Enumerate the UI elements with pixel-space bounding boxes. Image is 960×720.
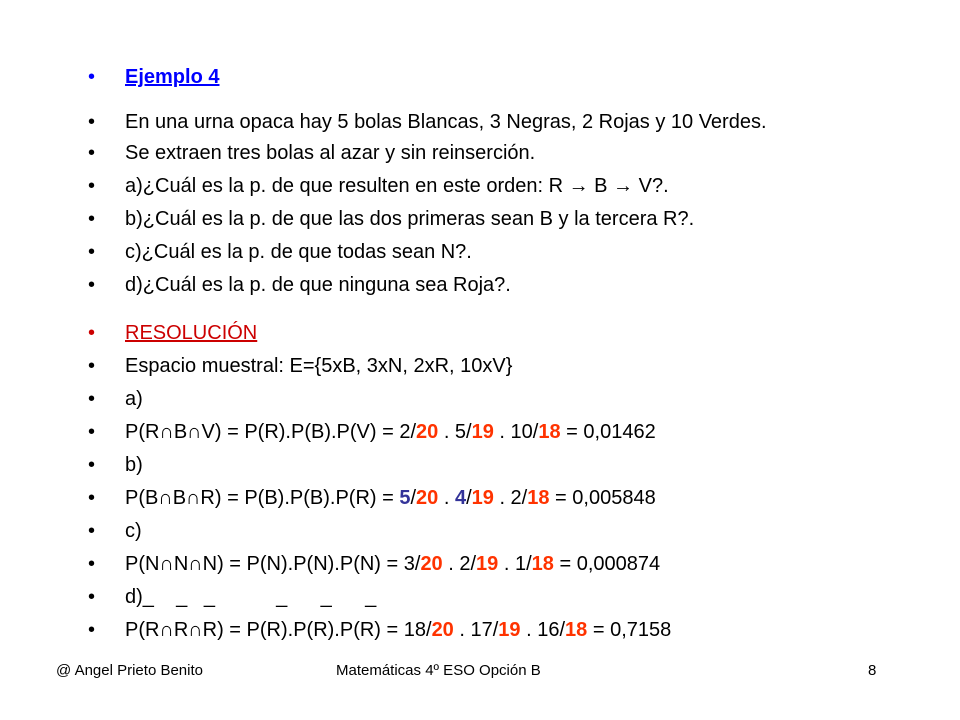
bullet-icon: • (88, 421, 96, 443)
denominator: 20 (420, 553, 443, 575)
formula-text: . 17/ (453, 619, 499, 641)
bullet-icon: • (88, 322, 96, 344)
question-text: c)¿Cuál es la p. de que todas sean N?. (125, 241, 472, 263)
formula-text: . 2/ (493, 487, 528, 509)
formula-text: / (466, 487, 472, 509)
formula-text: P(N∩N∩N) = P(N).P(N).P(N) = 3/ (125, 553, 421, 575)
part-label: b) (125, 454, 143, 476)
bullet-icon: • (88, 553, 96, 575)
resolution-item (88, 322, 868, 344)
part-c-formula (88, 553, 868, 575)
formula-text: P(B∩B∩R) = P(B).P(B).P(R) = (125, 487, 400, 509)
part-a-formula (88, 421, 868, 443)
question-b (88, 208, 868, 230)
part-b-label (88, 454, 868, 476)
bullet-icon: • (88, 142, 96, 164)
formula-result: = 0,000874 (553, 553, 661, 575)
formula-text: . 1/ (498, 553, 532, 575)
problem-statement (88, 111, 868, 133)
bullet-icon: • (88, 241, 96, 263)
sample-space-text: Espacio muestral: E={5xB, 3xN, 2xR, 10xV} (125, 355, 513, 377)
bullet-icon: • (88, 586, 96, 608)
bullet-icon: • (88, 487, 96, 509)
question-text: a)¿Cuál es la p. de que resulten en este orden: R → B → V?. (125, 175, 669, 197)
problem-item (88, 142, 868, 164)
bullet-icon: • (88, 66, 96, 88)
formula-text: . 16/ (520, 619, 566, 641)
bullet-icon: • (88, 619, 96, 641)
footer-course: Matemáticas 4º ESO Opción B (336, 662, 541, 679)
bullet-list (88, 66, 868, 641)
bullet-icon: • (88, 111, 96, 133)
numerator: 4 (454, 487, 467, 509)
sample-space-item (88, 355, 868, 377)
bullet-icon: • (88, 454, 96, 476)
formula-text: / (410, 487, 417, 509)
formula-result: = 0,7158 (587, 619, 672, 641)
formula-text: P(R∩R∩R) = P(R).P(R).P(R) = 18/ (125, 619, 432, 641)
denominator: 20 (431, 619, 454, 641)
denominator: 19 (498, 619, 521, 641)
part-label: c) (125, 520, 142, 542)
question-c (88, 241, 868, 263)
denominator: 18 (531, 553, 554, 575)
bullet-icon: • (88, 355, 96, 377)
resolution-link[interactable]: RESOLUCIÓN (125, 322, 258, 344)
footer-author: @ Angel Prieto Benito (56, 662, 203, 679)
formula-result: = 0,005848 (549, 487, 656, 509)
formula-text: . 2/ (442, 553, 477, 575)
denominator: 20 (416, 421, 439, 443)
question-text: b)¿Cuál es la p. de que las dos primeras sean B y la tercera R?. (125, 208, 695, 230)
denominator: 19 (476, 553, 499, 575)
formula-text: . 10/ (493, 421, 539, 443)
title-item (88, 66, 868, 88)
part-d-formula (88, 619, 868, 641)
question-a (88, 175, 868, 197)
denominator: 18 (538, 421, 561, 443)
bullet-icon: • (88, 388, 96, 410)
bullet-icon: • (88, 274, 96, 296)
denominator: 18 (565, 619, 588, 641)
bullet-icon: • (88, 208, 96, 230)
part-b-formula (88, 487, 868, 509)
numerator: 5 (399, 487, 411, 509)
denominator: 20 (416, 487, 439, 509)
bullet-icon: • (88, 175, 96, 197)
problem-text: En una urna opaca hay 5 bolas Blancas, 3 Negras, 2 Rojas y 10 Verdes. (125, 111, 767, 133)
footer-page-number: 8 (868, 662, 877, 679)
formula-text: . (438, 487, 455, 509)
question-text: d)¿Cuál es la p. de que ninguna sea Roja?. (125, 274, 511, 296)
denominator: 18 (527, 487, 550, 509)
question-d (88, 274, 868, 296)
part-c-label (88, 520, 868, 542)
part-label: a) (125, 388, 143, 410)
part-d-label (88, 586, 868, 608)
formula-text: . 5/ (438, 421, 472, 443)
part-a-label (88, 388, 868, 410)
bullet-icon: • (88, 520, 96, 542)
example-title-link[interactable]: Ejemplo 4 (125, 66, 220, 88)
formula-text: P(R∩B∩V) = P(R).P(B).P(V) = 2/ (125, 421, 417, 443)
part-label: d)_ _ _ _ _ _ (125, 586, 377, 608)
denominator: 19 (471, 487, 494, 509)
problem-text: Se extraen tres bolas al azar y sin reinserción. (125, 142, 536, 164)
formula-result: = 0,01462 (560, 421, 656, 443)
denominator: 19 (471, 421, 494, 443)
